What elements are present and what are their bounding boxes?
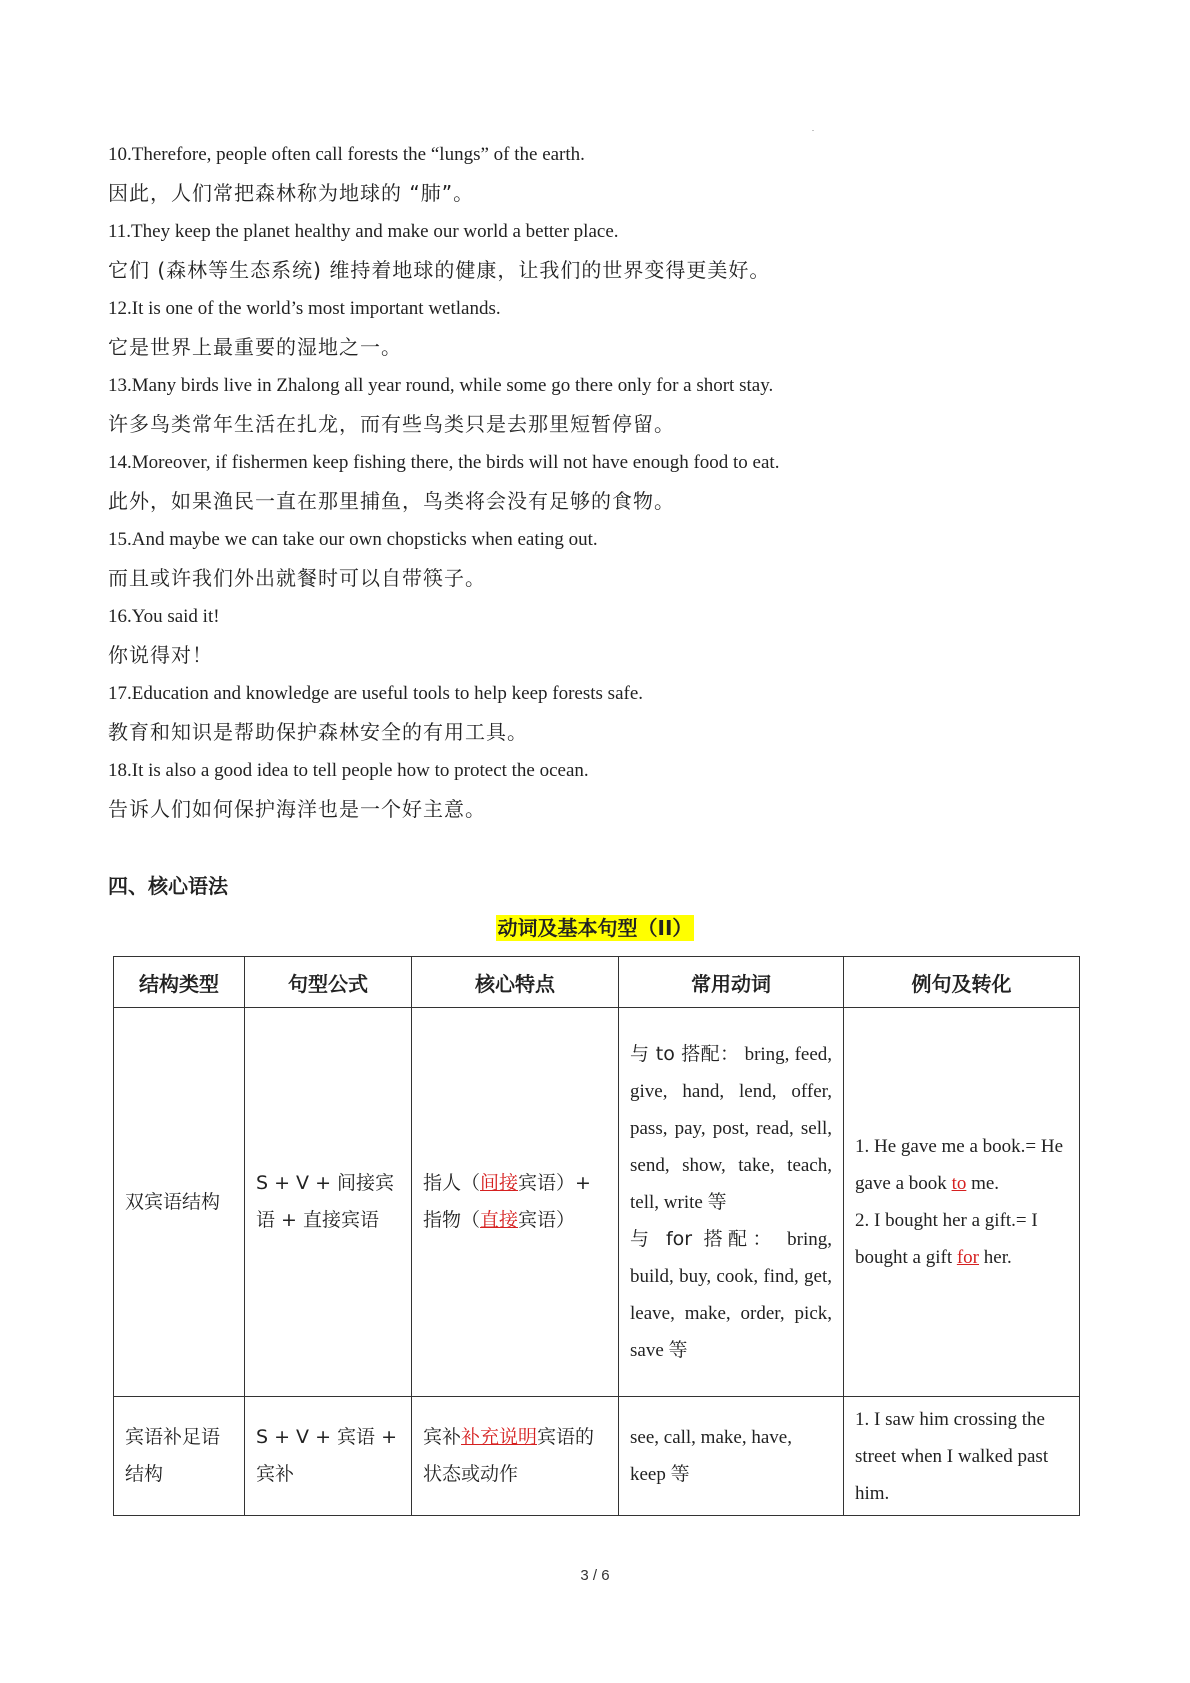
verbs-to-label: 与 to 搭配： [630, 1042, 740, 1065]
cell-structure-type: 双宾语结构 [114, 1008, 245, 1397]
sentence-item-15 [108, 521, 1008, 598]
feature-text: 宾语） [518, 1209, 576, 1231]
cell-common-verbs: see, call, make, have, keep 等 [619, 1397, 844, 1516]
sentence-item-17 [108, 675, 1008, 752]
table-title [0, 912, 1190, 941]
cell-common-verbs [619, 1008, 844, 1397]
sentence-chinese: 因此，人们常把森林称为地球的 “肺”。 [108, 181, 475, 205]
grammar-table [113, 956, 1080, 1516]
sentence-chinese: 教育和知识是帮助保护森林安全的有用工具。 [108, 720, 528, 744]
sentence-english: 10.Therefore, people often call forests the “lungs” of the earth. [108, 144, 585, 165]
sentence-item-14 [108, 444, 1008, 521]
page-number: 3 / 6 [580, 1567, 610, 1584]
table-row-double-object [114, 1008, 1080, 1397]
sentence-english: 11.They keep the planet healthy and make our world a better place. [108, 221, 619, 242]
header-common-verbs: 常用动词 [619, 957, 844, 1008]
sentence-item-16 [108, 598, 1008, 675]
example-text: her. [979, 1247, 1012, 1268]
sentence-chinese: 而且或许我们外出就餐时可以自带筷子。 [108, 566, 486, 590]
example-highlight: for [956, 1247, 980, 1268]
sentence-chinese: 它是世界上最重要的湿地之一。 [108, 335, 402, 359]
sentence-english: 18.It is also a good idea to tell people how to protect the ocean. [108, 760, 589, 781]
feature-highlight: 间接 [480, 1172, 519, 1194]
sentence-item-13 [108, 367, 1008, 444]
example-highlight: to [951, 1173, 967, 1194]
sentence-english: 13.Many birds live in Zhalong all year round, while some go there only for a short stay. [108, 375, 774, 396]
sentence-chinese: 告诉人们如何保护海洋也是一个好主意。 [108, 797, 486, 821]
verbs-for-end: 等 [668, 1338, 688, 1361]
sentence-chinese: 你说得对！ [108, 643, 213, 667]
sentence-chinese: 此外，如果渔民一直在那里捕鱼，鸟类将会没有足够的食物。 [108, 489, 675, 513]
header-core-feature: 核心特点 [412, 957, 619, 1008]
header-examples: 例句及转化 [844, 957, 1080, 1008]
sentence-english: 17.Education and knowledge are useful tools to help keep forests safe. [108, 683, 644, 704]
verbs-to-end: 等 [707, 1190, 727, 1213]
cell-structure-type: 宾语补足语结构 [114, 1397, 245, 1516]
sentence-item-10 [108, 136, 1008, 213]
sentence-list [108, 136, 1008, 829]
cell-formula: S + V + 宾语 + 宾补 [245, 1397, 412, 1516]
cell-formula: S + V + 间接宾语 + 直接宾语 [245, 1008, 412, 1397]
section-heading: 四、核心语法 [108, 874, 228, 898]
feature-text: 宾语）+ 指物（ [423, 1172, 591, 1231]
verbs-for-list: bring, build, buy, cook, find, get, leave, make, order, pick, save [630, 1228, 832, 1361]
sentence-chinese: 许多鸟类常年生活在扎龙，而有些鸟类只是去那里短暂停留。 [108, 412, 675, 436]
cell-examples: 1. I saw him crossing the street when I walked past him. [844, 1397, 1080, 1516]
table-title-text: 动词及基本句型（II） [497, 916, 693, 940]
feature-highlight: 补充说明 [461, 1426, 538, 1448]
sentence-item-18 [108, 752, 1008, 829]
cell-examples [844, 1008, 1080, 1397]
table-header-row [114, 957, 1080, 1008]
sentence-item-12 [108, 290, 1008, 367]
table-row-object-complement [114, 1397, 1080, 1516]
page-marker: . [812, 124, 814, 133]
sentence-chinese: 它们 (森林等生态系统) 维持着地球的健康，让我们的世界变得更美好。 [108, 258, 771, 282]
verbs-for-label: 与 for 搭配： [630, 1227, 777, 1250]
header-structure-type: 结构类型 [114, 957, 245, 1008]
feature-text: 指人（ [423, 1172, 481, 1194]
feature-highlight: 直接 [480, 1209, 519, 1231]
cell-core-feature [412, 1397, 619, 1516]
sentence-english: 15.And maybe we can take our own chopsticks when eating out. [108, 529, 598, 550]
example-text: 2. I bought her a gift.= I bought a gift [855, 1210, 1038, 1268]
cell-core-feature [412, 1008, 619, 1397]
sentence-item-11 [108, 213, 1008, 290]
example-text: me. [966, 1173, 1000, 1194]
sentence-english: 12.It is one of the world’s most important wetlands. [108, 298, 501, 319]
feature-text: 宾语的状态或动作 [423, 1426, 595, 1485]
feature-text: 宾补 [423, 1426, 462, 1448]
header-formula: 句型公式 [245, 957, 412, 1008]
sentence-english: 14.Moreover, if fishermen keep fishing there, the birds will not have enough food to eat. [108, 452, 780, 473]
sentence-english: 16.You said it! [108, 606, 220, 627]
verbs-to-list: bring, feed, give, hand, lend, offer, pass, pay, post, read, sell, send, show, take, teach, tell, write [630, 1043, 833, 1213]
example-text: 1. He gave me a book.= He gave a book [855, 1136, 1064, 1194]
